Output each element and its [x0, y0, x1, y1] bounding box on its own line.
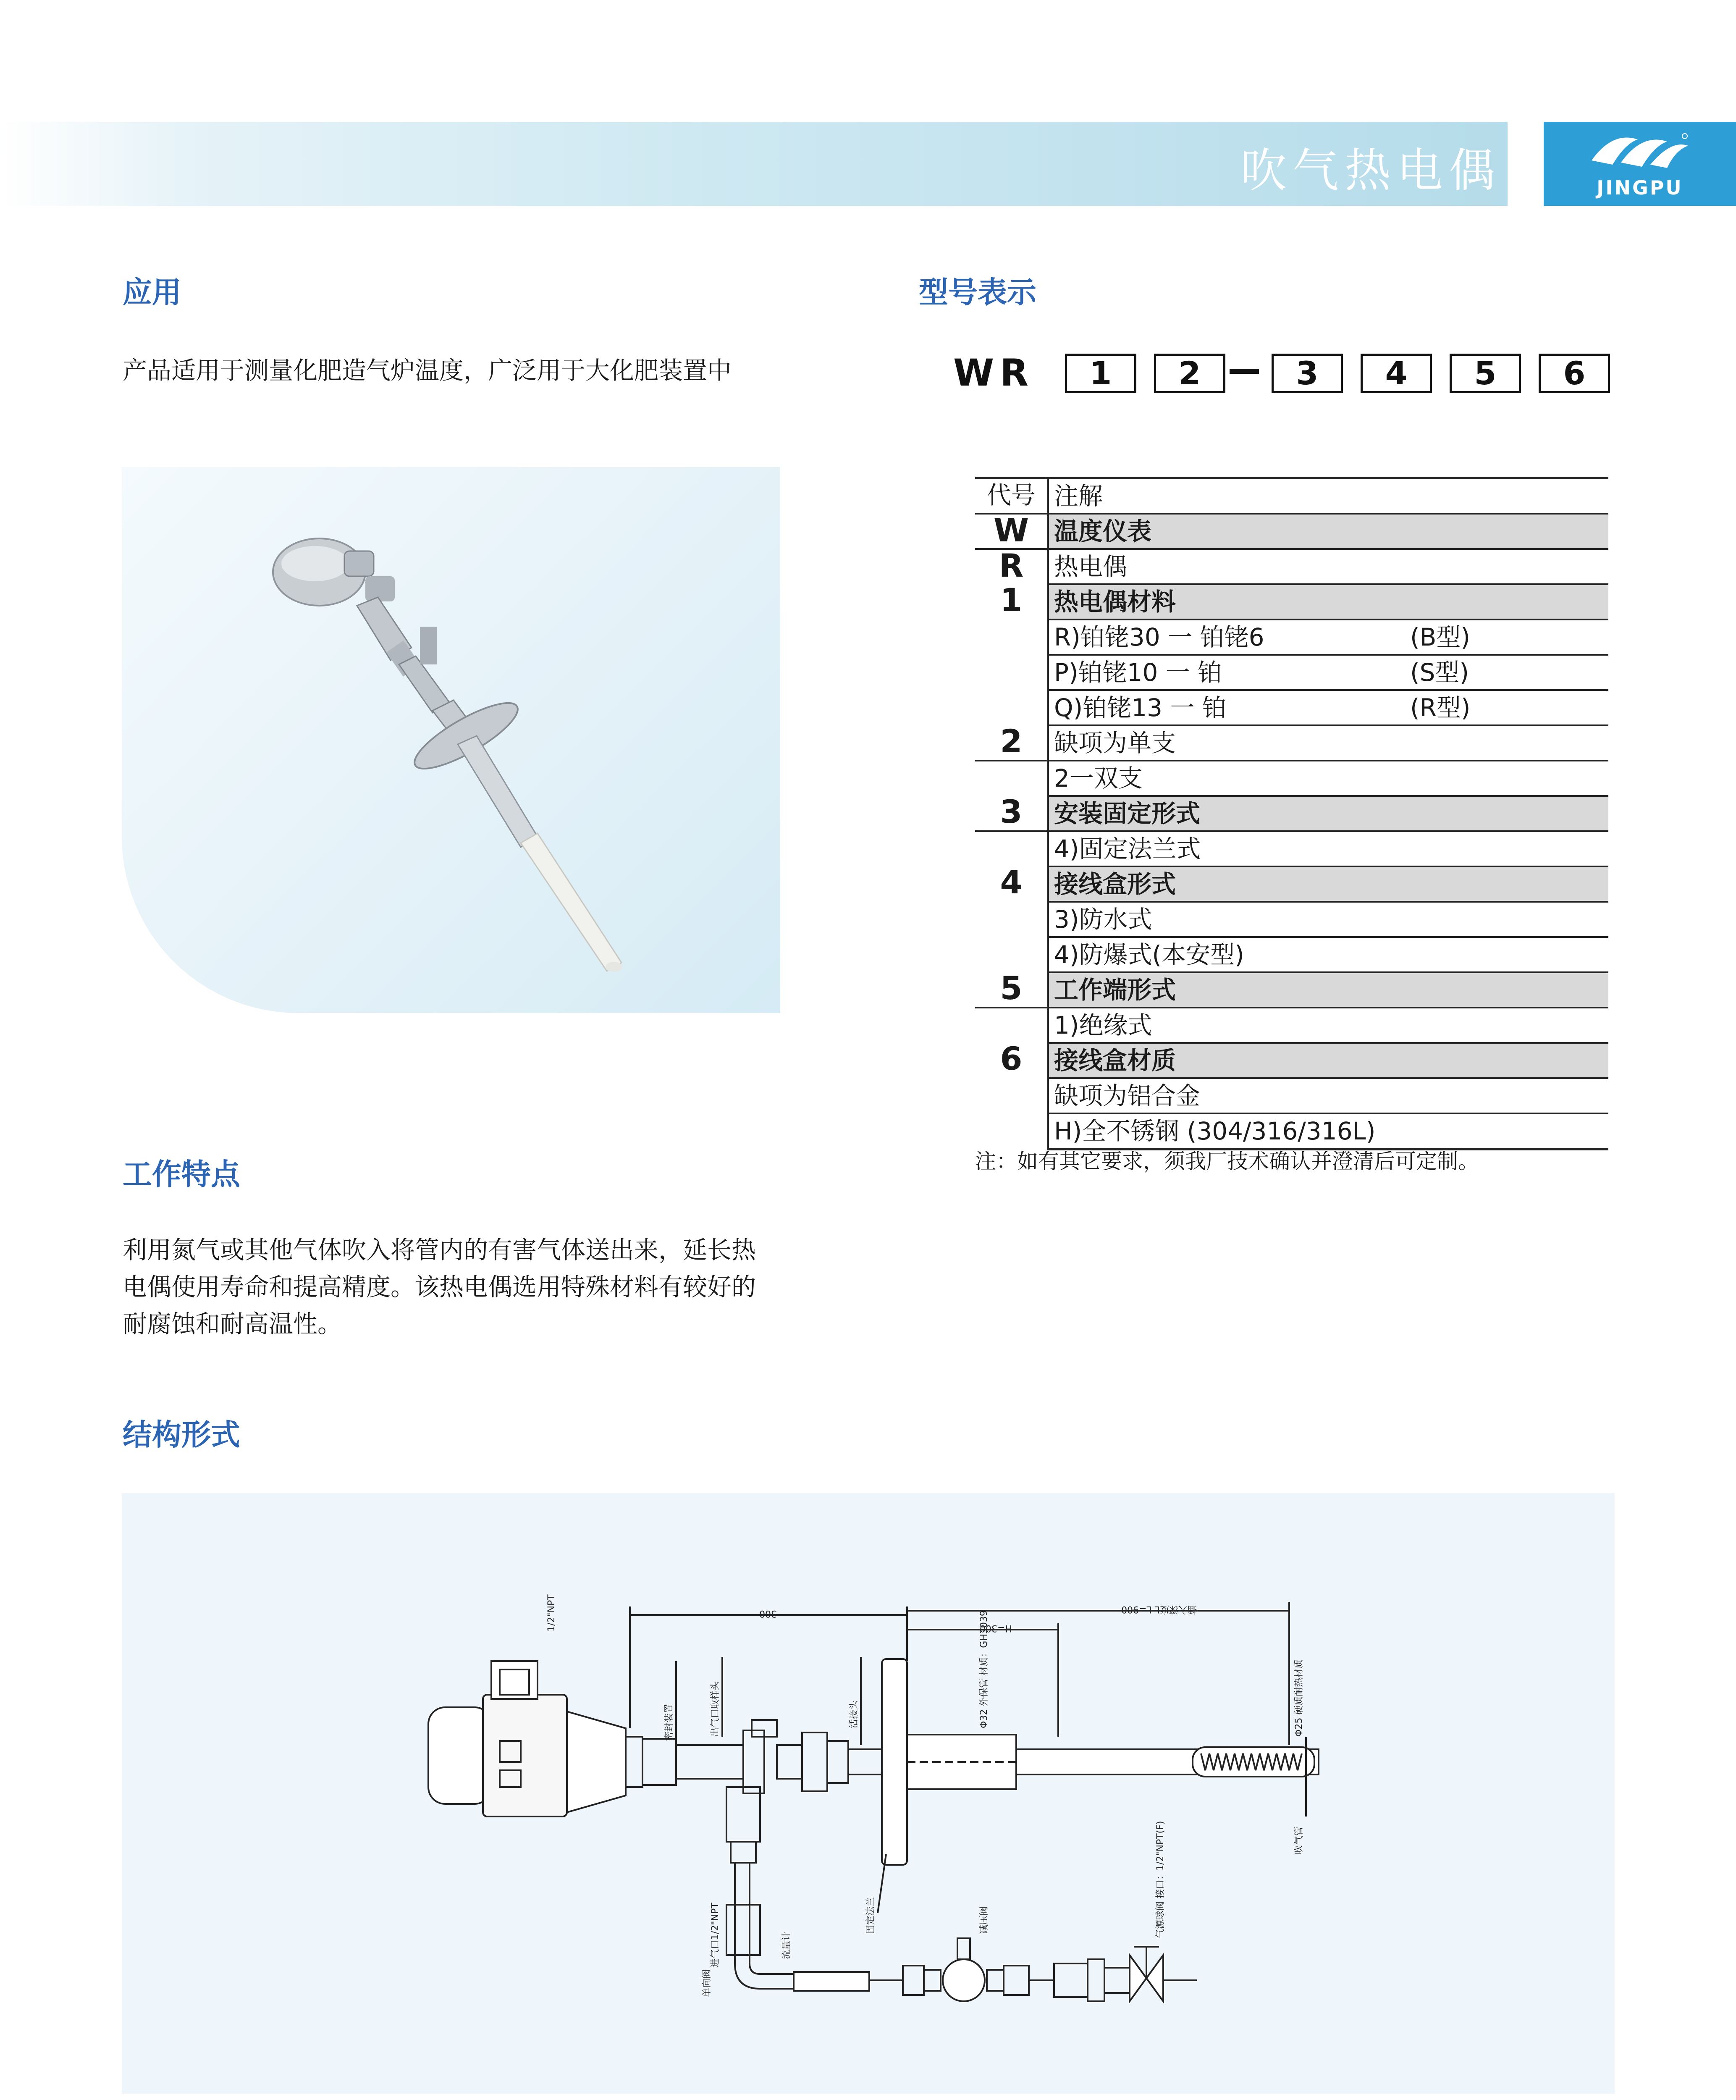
drawing-dim-300: 300	[759, 1608, 777, 1619]
table-row	[975, 655, 1608, 690]
jingpu-logo-icon	[1575, 127, 1701, 173]
table-desc-text: 1)绝缘式	[1054, 1011, 1152, 1040]
table-row	[975, 725, 1608, 761]
table-row	[975, 972, 1608, 1008]
features-title: 工作特点	[123, 1157, 240, 1192]
table-cell-code: 6	[975, 1043, 1048, 1078]
structure-drawing	[122, 1493, 1615, 2094]
table-row	[975, 1043, 1608, 1078]
table-desc-text: 4)防爆式(本安型)	[1054, 940, 1244, 969]
drawing-label-seal: 密封装置	[664, 1704, 674, 1741]
table-cell-code: 2	[975, 725, 1048, 761]
table-desc-text: 安装固定形式	[1054, 799, 1201, 828]
table-cell-desc	[1048, 514, 1608, 549]
model-box-1: 1	[1065, 354, 1136, 393]
table-cell-code	[975, 1078, 1048, 1113]
table-cell-code	[975, 1113, 1048, 1149]
drawing-label-reducer: 减压阀	[979, 1906, 989, 1934]
table-cell-desc	[1048, 584, 1608, 620]
table-cell-code	[975, 620, 1048, 655]
logo-text: JINGPU	[1597, 176, 1683, 199]
table-desc-text: 温度仪表	[1054, 517, 1152, 546]
drawing-label-flange: 固定法兰	[865, 1897, 876, 1934]
model-title: 型号表示	[919, 275, 1036, 310]
table-cell-code	[975, 761, 1048, 796]
table-row	[975, 1008, 1608, 1043]
table-cell-desc	[1048, 1043, 1608, 1078]
table-desc-text: 接线盒形式	[1054, 870, 1176, 898]
table-cell-desc	[1048, 761, 1608, 796]
code-table	[975, 477, 1608, 1150]
table-row	[975, 620, 1608, 655]
table-desc-text: 缺项为铝合金	[1054, 1082, 1201, 1110]
table-cell-desc	[1048, 620, 1608, 655]
table-cell-desc	[1048, 902, 1608, 937]
table-desc-text: R)铂铑30 一 铂铑6	[1054, 623, 1264, 651]
table-row	[975, 796, 1608, 831]
drawing-dim-l: 插入深度L L=900	[1121, 1604, 1197, 1614]
table-desc-text: 工作端形式	[1054, 976, 1176, 1004]
table-row	[975, 1078, 1608, 1113]
table-cell-code	[975, 902, 1048, 937]
drawing-label-npt-top: 1/2"NPT	[546, 1594, 557, 1632]
drawing-dim-h: H=300	[980, 1623, 1012, 1633]
table-cell-code: 3	[975, 796, 1048, 831]
table-header-code: 代号	[975, 478, 1048, 514]
table-cell-desc	[1048, 549, 1608, 584]
drawing-label-valve: 气源球阀 接口：1/2"NPT(F)	[1155, 1821, 1166, 1938]
features-line: 利用氮气或其他气体吹入将管内的有害气体送出来，延长热	[123, 1236, 756, 1264]
model-box-5: 5	[1450, 354, 1521, 393]
drawing-label-blow: 吹气管	[1294, 1826, 1304, 1854]
table-cell-desc	[1048, 725, 1608, 761]
table-cell-desc	[1048, 831, 1608, 866]
table-cell-desc	[1048, 690, 1608, 725]
table-header-row	[975, 478, 1608, 514]
table-desc-text: 缺项为单支	[1054, 729, 1176, 757]
table-cell-code	[975, 937, 1048, 972]
drawing-label-union: 活接头	[849, 1700, 859, 1728]
drawing-label-inlet: 进气口1/2"NPT	[710, 1903, 721, 1968]
table-cell-code	[975, 831, 1048, 866]
features-line: 耐腐蚀和耐高温性。	[123, 1310, 342, 1338]
table-cell-desc	[1048, 655, 1608, 690]
model-box-3: 3	[1272, 354, 1343, 393]
table-type-text: (S型)	[1410, 658, 1469, 687]
table-desc-text: P)铂铑10 一 铂	[1054, 658, 1222, 687]
table-desc-text: Q)铂铑13 一 铂	[1054, 693, 1227, 722]
table-cell-code: W	[975, 514, 1048, 549]
features-text	[123, 1231, 756, 1342]
table-desc-text: 4)固定法兰式	[1054, 835, 1201, 863]
drawing-label-inner: Φ25 硬质耐热材质	[1294, 1659, 1304, 1737]
features-line: 电偶使用寿命和提高精度。该热电偶选用特殊材料有较好的	[123, 1273, 756, 1301]
table-desc-text: 接线盒材质	[1054, 1046, 1176, 1075]
table-row	[975, 690, 1608, 725]
table-cell-desc	[1048, 866, 1608, 902]
table-cell-desc	[1048, 1078, 1608, 1113]
table-cell-code: 5	[975, 972, 1048, 1008]
table-cell-desc	[1048, 972, 1608, 1008]
table-row	[975, 902, 1608, 937]
table-row	[975, 584, 1608, 620]
table-desc-text: 3)防水式	[1054, 905, 1152, 934]
table-type-text: (B型)	[1410, 623, 1471, 651]
model-box-4: 4	[1361, 354, 1432, 393]
application-text: 产品适用于测量化肥造气炉温度，广泛用于大化肥装置中	[123, 356, 732, 385]
table-row	[975, 831, 1608, 866]
table-cell-desc	[1048, 937, 1608, 972]
drawing-label-flowmeter: 流量计	[781, 1931, 792, 1959]
table-cell-code	[975, 1008, 1048, 1043]
model-box-6: 6	[1539, 354, 1610, 393]
table-type-text: (R型)	[1410, 693, 1471, 722]
table-cell-code: R	[975, 549, 1048, 584]
table-row	[975, 549, 1608, 584]
thermocouple-photo	[122, 467, 780, 1013]
table-row	[975, 761, 1608, 796]
table-cell-desc	[1048, 1113, 1608, 1149]
table-cell-code	[975, 655, 1048, 690]
model-prefix: WR	[953, 351, 1034, 394]
table-cell-desc	[1048, 796, 1608, 831]
table-cell-desc	[1048, 1008, 1608, 1043]
drawing-label-check: 单向阀	[702, 1969, 712, 1997]
table-row	[975, 866, 1608, 902]
application-title: 应用	[123, 275, 181, 310]
structure-title: 结构形式	[123, 1418, 240, 1452]
table-row	[975, 1113, 1608, 1149]
table-desc-text: 2一双支	[1054, 764, 1143, 793]
model-dash	[1230, 369, 1259, 374]
table-header-desc: 注解	[1048, 478, 1608, 514]
table-cell-code: 4	[975, 866, 1048, 902]
drawing-label-tube: Φ32 外保管 材质：GH3039	[979, 1610, 989, 1728]
table-desc-text: H)全不锈钢 (304/316/316L)	[1054, 1117, 1376, 1145]
table-cell-code	[975, 690, 1048, 725]
table-row	[975, 514, 1608, 549]
model-box-2: 2	[1154, 354, 1225, 393]
table-desc-text: 热电偶材料	[1054, 588, 1176, 616]
structure-drawing-panel	[122, 1493, 1615, 2094]
drawing-label-outlet: 出气口取样头	[710, 1681, 721, 1737]
table-note: 注：如有其它要求，须我厂技术确认并澄清后可定制。	[975, 1149, 1479, 1173]
product-photo-panel	[122, 467, 780, 1013]
table-row	[975, 937, 1608, 972]
table-desc-text: 热电偶	[1054, 552, 1128, 581]
page-title: 吹气热电偶	[1240, 144, 1501, 197]
table-cell-code: 1	[975, 584, 1048, 620]
